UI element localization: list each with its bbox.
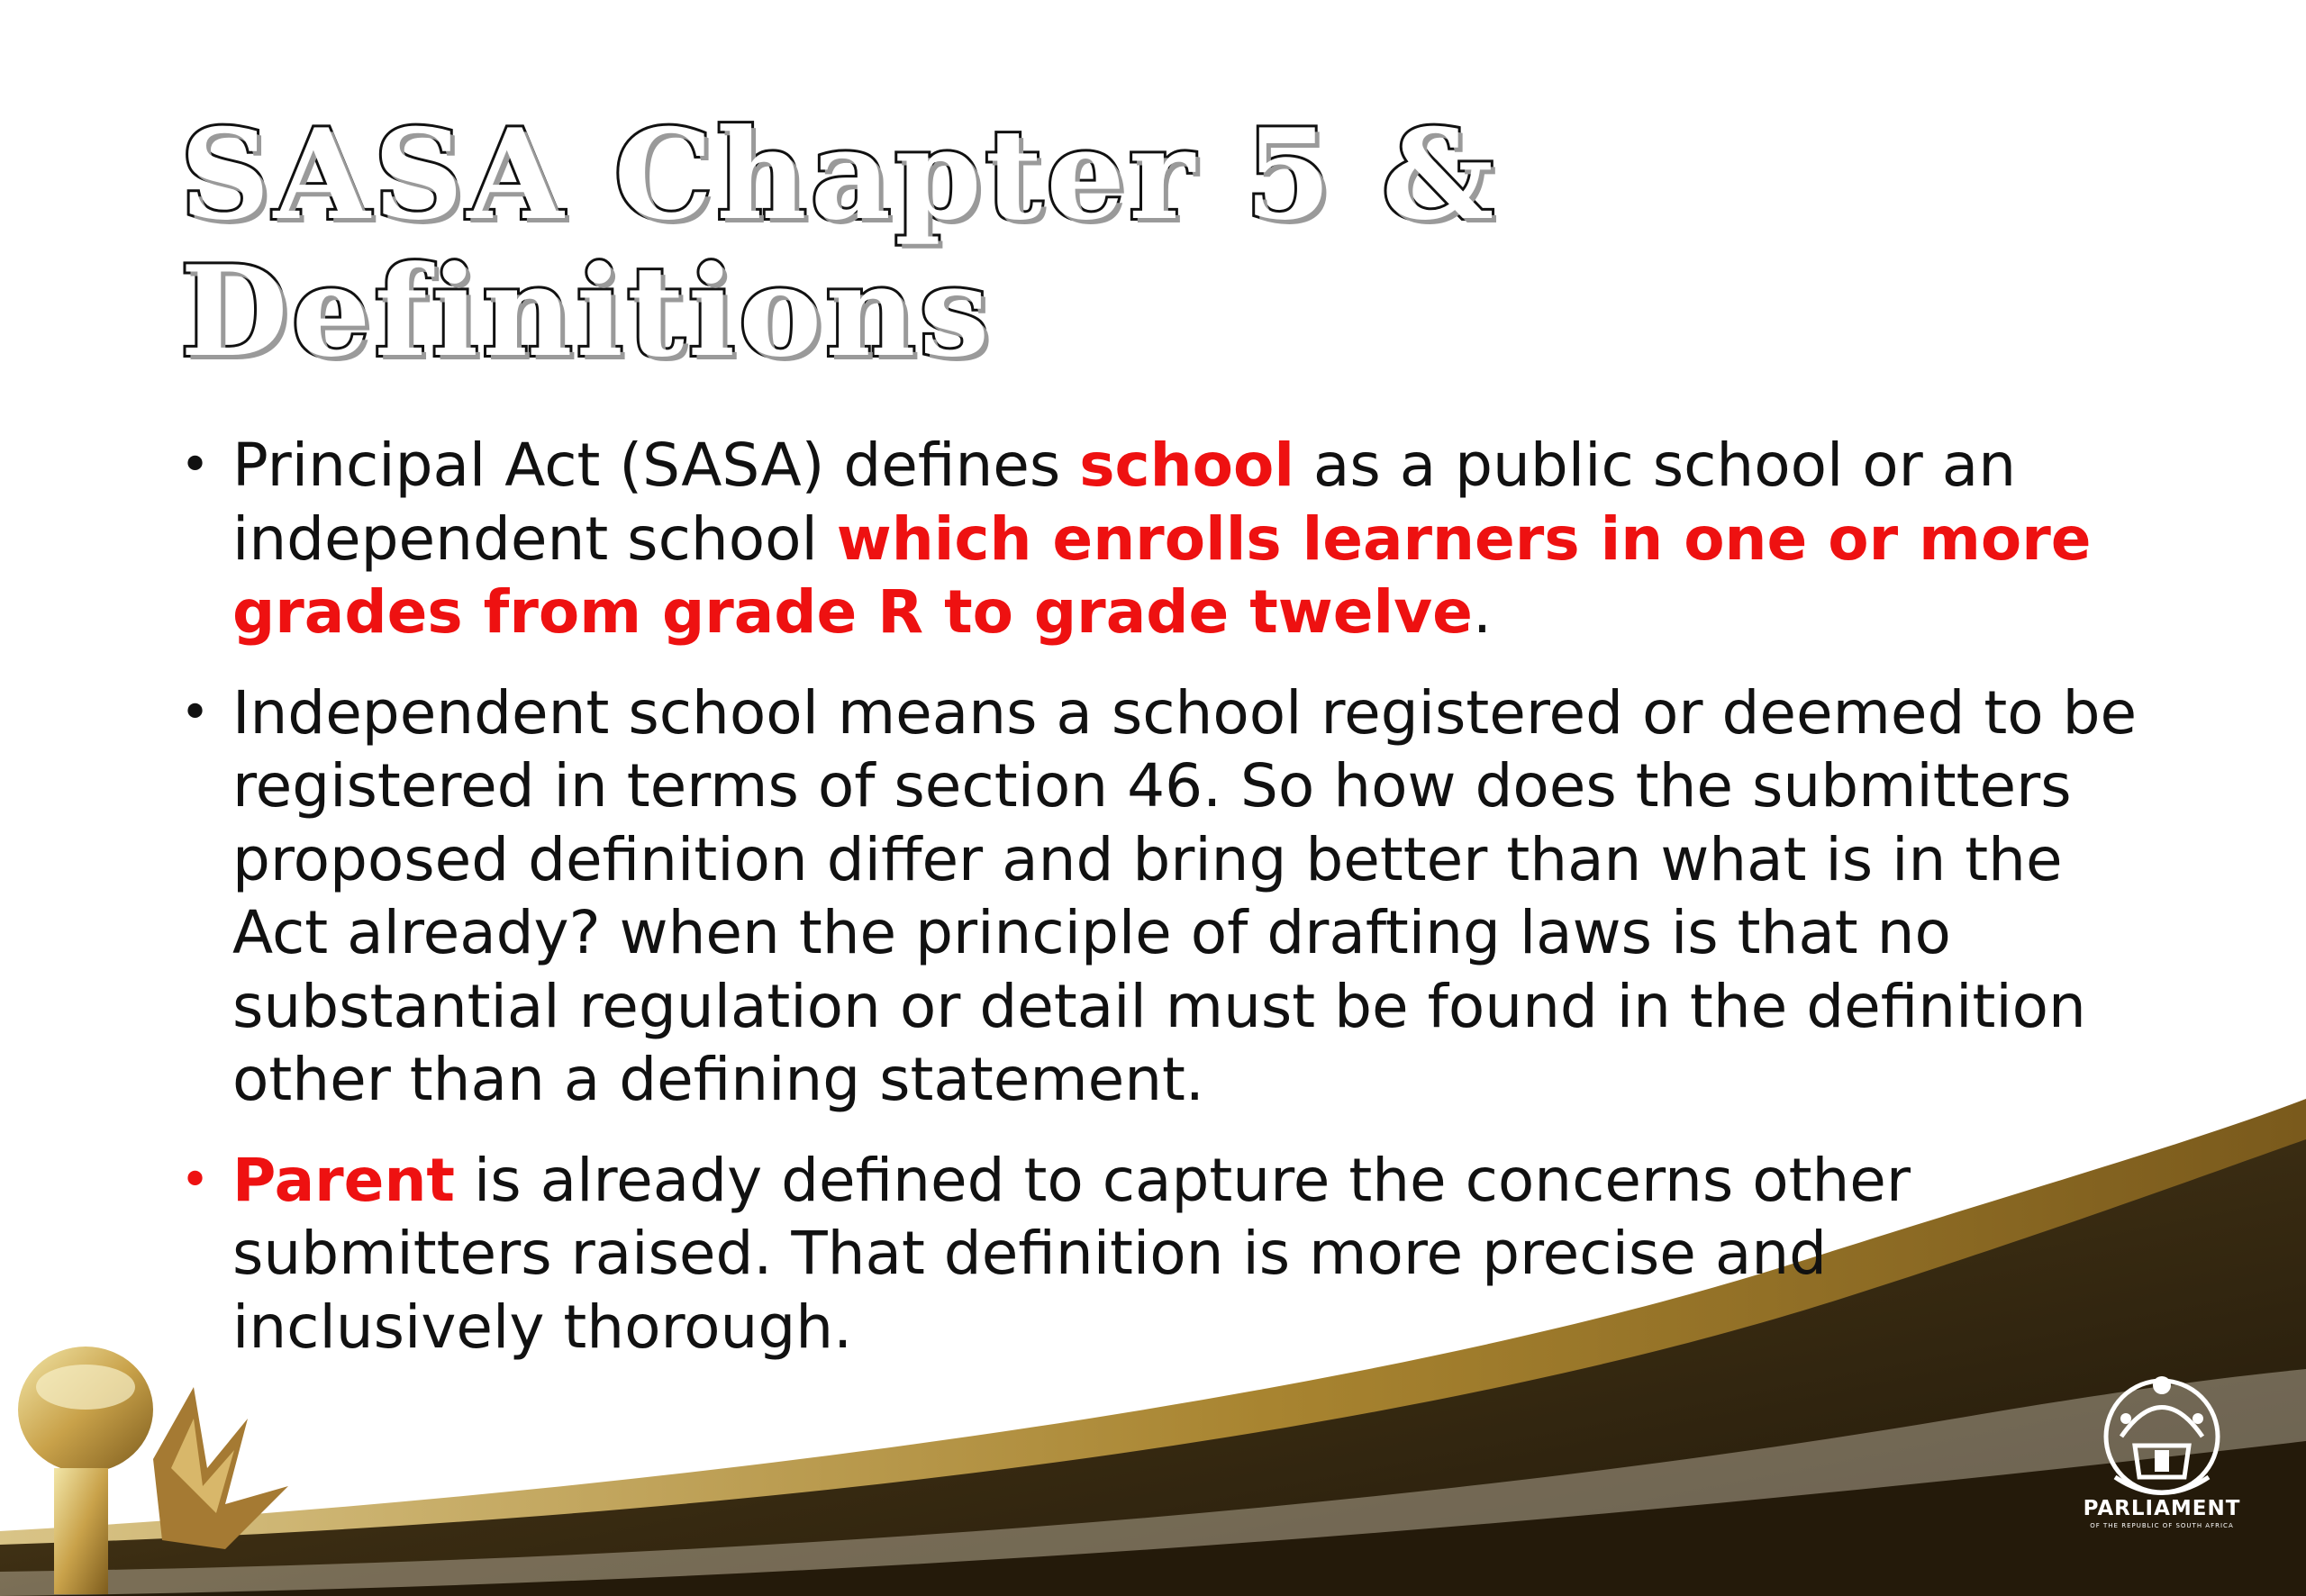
bullet-item	[173, 1144, 2155, 1365]
bullet-dot-icon: •	[180, 436, 211, 494]
slide-title: SASA Chapter 5 & Definitions	[180, 101, 1498, 385]
bullet-dot-icon: •	[180, 1150, 211, 1210]
bullet-text: Principal Act (SASA) defines	[232, 431, 1080, 500]
bullet-dot-icon: •	[180, 683, 211, 742]
parliament-logo-sublabel: OF THE REPUBLIC OF SOUTH AFRICA	[2090, 1522, 2234, 1529]
bullet-text: as a public school or an independent school	[232, 431, 2017, 574]
highlighted-text: school	[1079, 431, 1294, 500]
bullet-text: Independent school means a school registered or deemed to be registered in terms of section 46. So how does the submitters proposed definition differ and bring better than what is in the Act already? when the principle of drafting laws is that no substantial regulation or detail must be found in the definition other than a defining statement.	[232, 677, 2138, 1114]
bullet-item	[173, 676, 2155, 1117]
bullet-item	[173, 429, 2155, 649]
bullet-text: .	[1472, 577, 1492, 647]
bullet-list	[173, 429, 2155, 1391]
parliament-logo-label: PARLIAMENT	[2083, 1497, 2241, 1520]
highlighted-text: which enrolls learners in one or more grades from grade R to grade twelve	[232, 503, 2092, 647]
highlighted-text: Parent	[232, 1145, 455, 1215]
bullet-text: is already defined to capture the concerns other submitters raised. That definition is more precise and inclusively thorough.	[232, 1145, 1911, 1362]
